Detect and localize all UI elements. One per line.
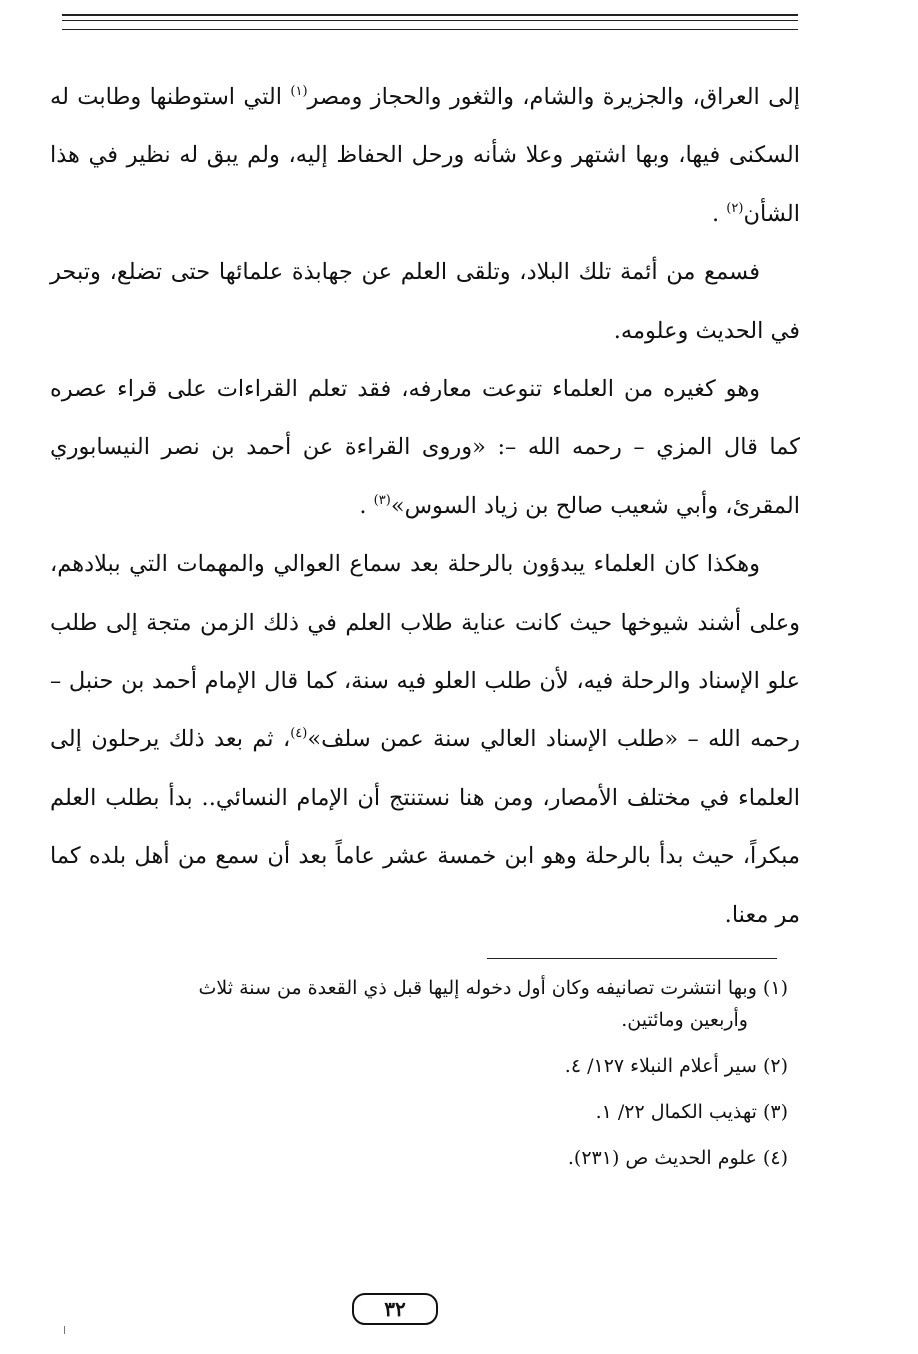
footnotes [44, 972, 788, 1188]
footnote-1 [44, 972, 788, 1036]
scan-mark [64, 1326, 65, 1334]
paragraph-3-end: . [359, 492, 367, 519]
footnote-marker-1: (١) [290, 84, 308, 99]
header-rule-thick [62, 14, 798, 16]
footnote-marker-3: (٣) [373, 492, 391, 508]
paragraph-3-text: وهو كغيره من العلماء تنوعت معارفه، فقد تعلم القراءات على قراء عصره كما قال المزي – رحمه الله –: «وروى القراءة عن أحمد بن نصر النيسابوري المقرئ، وأبي شعيب صالح بن زياد السوس» [50, 376, 800, 519]
paragraph-3 [50, 360, 800, 535]
main-text [50, 68, 800, 944]
footnote-separator [487, 958, 777, 959]
footnote-1-line-1: (١) وبها انتشرت تصانيفه وكان أول دخوله إليها قبل ذي القعدة من سنة ثلاث [198, 977, 788, 999]
footnote-1-line-2: وأربعين ومائتين. [621, 1009, 748, 1031]
paragraph-1 [50, 68, 800, 243]
footnote-marker-2: (٢) [726, 200, 744, 216]
footnote-marker-4: (٤) [290, 726, 308, 742]
footnote-2: (٢) سير أعلام النبلاء ١٢٧/ ٤. [564, 1055, 788, 1077]
paragraph-1-part-b: التي استوطنها وطابت له السكنى فيها، وبها اشتهر وعلا شأنه ورحل الحفاظ إليه، ولم يبق له نظير في هذا الشأن [50, 84, 800, 227]
paragraph-1-end: . [711, 200, 720, 227]
header-rule-thin [62, 20, 798, 21]
paragraph-4 [50, 535, 800, 944]
footnote-3: (٣) تهذيب الكمال ٢٢/ ١. [595, 1101, 788, 1123]
paragraph-2: فسمع من أئمة تلك البلاد، وتلقى العلم عن جهابذة علمائها حتى تضلع، وتبحر في الحديث وعلومه. [50, 259, 800, 344]
paragraph-4-part-a: وهكذا كان العلماء يبدؤون بالرحلة بعد سماع العوالي والمهمات التي ببلادهم، وعلى أشند شيوخها حيث كانت عناية طلاب العلم في ذلك الزمن متجة إلى طلب علو الإسناد والرحلة فيه، لأن طلب العلو فيه سنة، كما قال الإمام أحمد بن حنبل – رحمه الله – «طلب الإسناد العالي سنة عمن سلف» [50, 551, 800, 753]
header-rule-bottom [62, 29, 798, 30]
footnote-4: (٤) علوم الحديث ص (٢٣١). [567, 1147, 788, 1169]
page-number: ٣٢ [352, 1293, 438, 1325]
paragraph-4-part-b: ، ثم بعد ذلك يرحلون إلى العلماء في مختلف الأمصار، ومن هنا نستنتج أن الإمام النسائي.. بدأ بطلب العلم مبكراً، حيث بدأ بالرحلة وهو ابن خمسة عشر عاماً بعد أن سمع من أهل بلده كما مر معنا. [50, 726, 800, 928]
paragraph-1-part-a: إلى العراق، والجزيرة والشام، والثغور والحجاز ومصر [307, 84, 801, 110]
